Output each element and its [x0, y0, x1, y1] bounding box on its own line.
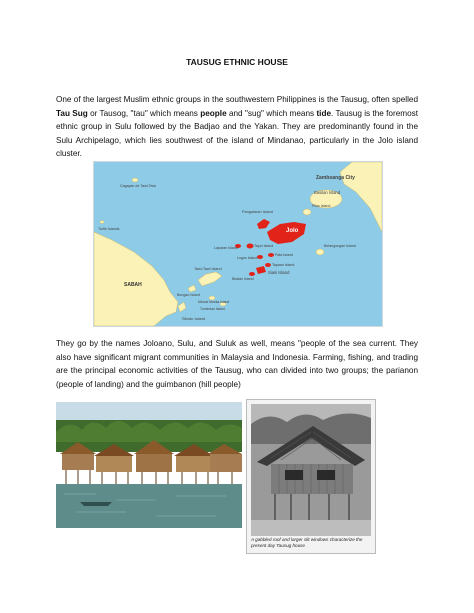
- map-cagayan: [132, 178, 138, 182]
- intro-paragraph: [56, 93, 418, 161]
- map-belangongan: [316, 249, 324, 255]
- tausug-house-photo: [251, 404, 371, 536]
- label-tumindao: Tumindao Island: [200, 307, 225, 311]
- term-people: people: [200, 108, 227, 118]
- photo1-stilts: [66, 470, 232, 486]
- map-turtle: [100, 221, 104, 224]
- map-pata: [268, 253, 274, 257]
- label-tapul: Tapul Island: [254, 244, 274, 248]
- map-tapul: [247, 244, 254, 249]
- label-zamboanga: Zamboanga City: [316, 175, 355, 181]
- label-basilan: Basilan Island: [314, 190, 341, 195]
- label-siasi: Siasi Island: [268, 270, 290, 275]
- label-laparan: Laparan Island: [214, 246, 238, 250]
- label-bilatan: Bilatan Island: [232, 277, 254, 281]
- intro-text-3: and "sug" which means: [226, 108, 317, 118]
- label-lugus: Lugus Island: [237, 256, 258, 260]
- intro-text-1: One of the largest Muslim ethnic groups in the southwestern Philippines is the Tausug, often spelled: [56, 95, 418, 104]
- tausug-house-figure: [246, 399, 376, 554]
- label-belangongan: Belangongan Island: [324, 244, 356, 248]
- stilt-village-photo: [56, 402, 242, 528]
- figure-caption: A gabbled roof and larger slit windows characterize the present day Tausug house: [251, 537, 363, 548]
- photo2-ground: [251, 520, 371, 536]
- label-pata: Pata Island: [275, 253, 293, 257]
- photo2-wall: [271, 464, 353, 494]
- intro-text-2: or Tausog, "tau" which means: [87, 108, 201, 118]
- label-bongao: Bongao Island: [177, 293, 200, 297]
- label-tawitawi: Tawi-Tawi Island: [194, 267, 222, 271]
- label-sabah: SABAH: [124, 282, 142, 288]
- photo1-water: [56, 484, 242, 528]
- map-pilas: [303, 209, 311, 215]
- map-bilatan: [249, 272, 255, 276]
- label-sibutu: Sibutu Island: [182, 316, 206, 321]
- intro-text-4: . Tausug is the foremost ethnic group in Sulu followed by the Badjao and the Yakan. They are predominantly found in the Sulu Archipelago, which lies southwest of the island of Mindanao, particularly in the Jolo island cluster.: [56, 108, 418, 159]
- label-tapaan: Tapaan Island: [272, 263, 295, 267]
- sulu-archipelago-map: [93, 161, 383, 327]
- term-tau-sug: Tau Sug: [56, 108, 88, 118]
- photo1-boat: [80, 502, 112, 506]
- label-manuk: Manuk Manka Island: [198, 300, 230, 304]
- label-cagayan: Cagayan de Tawi-Tawi: [120, 184, 156, 188]
- photo2-window-left: [285, 470, 303, 480]
- map-tapaan: [265, 263, 271, 267]
- label-pangutaran: Pangutaran Island: [242, 210, 273, 214]
- term-tide: tide: [316, 108, 332, 118]
- label-pilas: Pilas Island: [312, 204, 331, 208]
- label-jolo: Jolo: [286, 228, 299, 234]
- label-turtle: Turtle Islands: [98, 227, 120, 231]
- second-paragraph: They go by the names Joloano, Sulu, and Suluk as well, means "people of the sea current. They also have significant migrant communities in Malaysia and Indonesia. Farming, fishing, and trading are the principal economic activities of the Tausug, who can divided into two groups; the parianon (people of landing) and the guimbanon (hill people): [56, 339, 418, 389]
- page-title: TAUSUG ETHNIC HOUSE: [186, 57, 288, 67]
- map-lugus: [257, 255, 263, 259]
- photo2-window-right: [317, 470, 335, 480]
